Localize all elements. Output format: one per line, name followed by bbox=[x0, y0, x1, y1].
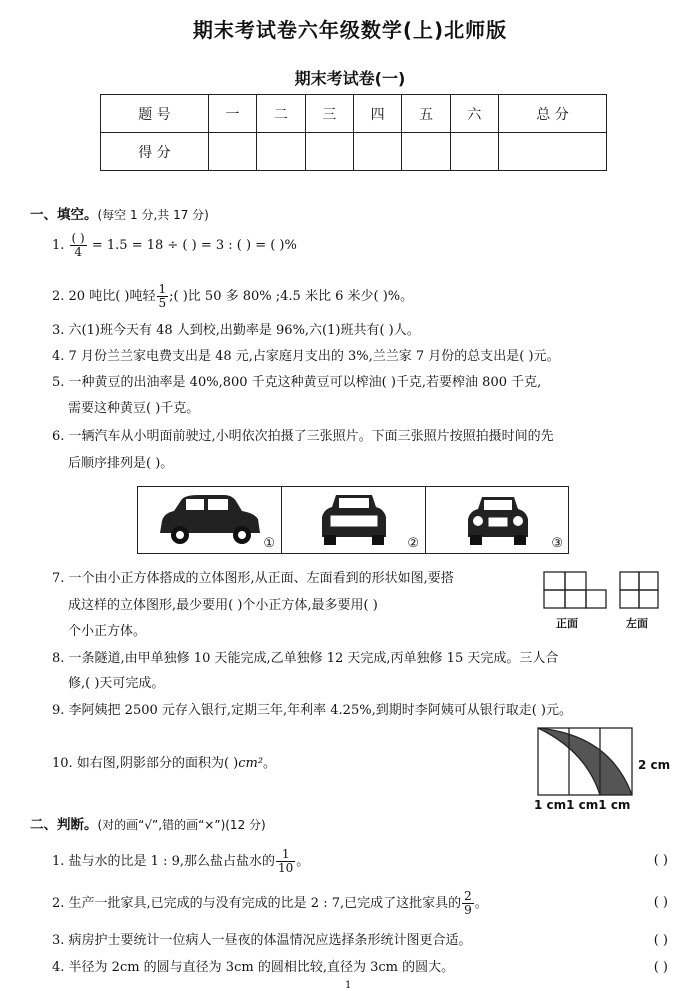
car-photo-rear bbox=[282, 487, 426, 553]
car-rear-icon bbox=[282, 487, 425, 553]
question-text: 1. 盐与水的比是 1 : 9,那么盐占盐水的 bbox=[52, 854, 275, 869]
fraction bbox=[276, 848, 295, 875]
score-header-cell: 六 bbox=[450, 95, 498, 133]
answer-paren-3[interactable]: ( ) bbox=[653, 933, 668, 948]
question-1-7-line3: 个小正方体。 bbox=[68, 624, 147, 639]
photo-label: ③ bbox=[551, 536, 563, 551]
question-1-8-line2: 修,( )天可完成。 bbox=[68, 676, 165, 691]
score-header-cell: 三 bbox=[305, 95, 353, 133]
question-1-7-line1: 7. 一个由小正方体搭成的立体图形,从正面、左面看到的形状如图,要搭 bbox=[52, 571, 454, 586]
score-table-score-row bbox=[101, 133, 607, 171]
question-1-6-line1: 6. 一辆汽车从小明面前驶过,小明依次拍摄了三张照片。下面三张照片按照拍摄时间的先 bbox=[52, 429, 554, 444]
front-view-label: 正面 bbox=[556, 617, 578, 630]
score-input-cell[interactable] bbox=[450, 133, 498, 171]
judgment-4: 4. 半径为 2cm 的圆与直径为 3cm 的圆相比较,直径为 3cm 的圆大。 bbox=[52, 960, 455, 975]
fraction-denominator: 4 bbox=[74, 245, 82, 259]
photo-label: ① bbox=[263, 536, 275, 551]
fraction bbox=[462, 890, 474, 917]
fraction-numerator: 2 bbox=[464, 889, 472, 903]
punctuation: 。 bbox=[474, 896, 488, 911]
score-input-cell[interactable] bbox=[353, 133, 401, 171]
fraction bbox=[70, 232, 87, 259]
answer-paren-1[interactable]: ( ) bbox=[653, 853, 668, 868]
question-text: 2. 20 吨比( )吨轻 bbox=[52, 289, 156, 304]
page-title: 期末考试卷六年级数学(上)北师版 bbox=[192, 18, 508, 42]
question-1-10 bbox=[52, 755, 276, 773]
question-text: = 1.5 = 18 ÷ ( ) = 3 : ( ) = ( )% bbox=[91, 238, 297, 253]
score-input-cell[interactable] bbox=[208, 133, 256, 171]
fraction-numerator: 1 bbox=[276, 848, 295, 862]
question-text: 10. 如右图,阴影部分的面积为( ) bbox=[52, 756, 239, 771]
shaded-area-figure bbox=[536, 725, 636, 797]
car-photo-side bbox=[138, 487, 282, 553]
score-header-cell: 四 bbox=[353, 95, 401, 133]
fraction-denominator: 10 bbox=[278, 861, 294, 875]
fraction-denominator: 5 bbox=[158, 296, 167, 310]
score-header-cell: 二 bbox=[257, 95, 305, 133]
question-text: 2. 生产一批家具,已完成的与没有完成的比是 2 : 7,已完成了这批家具的 bbox=[52, 896, 462, 911]
fraction-denominator: 9 bbox=[464, 903, 472, 917]
section-2-title: 二、判断。 bbox=[30, 817, 98, 833]
score-table-header-row bbox=[101, 95, 607, 133]
score-header-cell: 五 bbox=[402, 95, 450, 133]
judgment-1 bbox=[52, 848, 309, 875]
score-header-cell: 总 分 bbox=[499, 95, 607, 133]
question-1-5-line2: 需要这种黄豆( )千克。 bbox=[68, 401, 200, 416]
fraction-numerator[interactable]: ( ) bbox=[71, 231, 85, 245]
question-1-4: 4. 7 月份兰兰家电费支出是 48 元,占家庭月支出的 3%,兰兰家 7 月份的总支出是( )元。 bbox=[52, 349, 560, 364]
question-number: 1. bbox=[52, 238, 65, 253]
question-1-8-line1: 8. 一条隧道,由甲单独修 10 天能完成,乙单独修 12 天完成,丙单独修 15 天完成。三人合 bbox=[52, 651, 559, 666]
score-table bbox=[100, 94, 607, 171]
question-1-3: 3. 六(1)班今天有 48 人到校,出勤率是 96%,六(1)班共有( )人。 bbox=[52, 323, 420, 338]
section-1-note: (每空 1 分,共 17 分) bbox=[97, 208, 209, 222]
punctuation: 。 bbox=[263, 756, 277, 771]
car-photos-figure bbox=[137, 486, 569, 554]
section-2-note: (对的画“√”,错的画“×”)(12 分) bbox=[97, 818, 266, 832]
section-1-title: 一、填空。 bbox=[30, 207, 98, 223]
exam-subtitle: 期末考试卷(一) bbox=[294, 69, 406, 88]
question-1-1 bbox=[52, 232, 297, 259]
height-dimension-label: 2 cm bbox=[638, 758, 671, 772]
photo-label: ② bbox=[407, 536, 419, 551]
car-photo-front bbox=[426, 487, 569, 553]
question-1-5-line1: 5. 一种黄豆的出油率是 40%,800 千克这种黄豆可以榨油( )千克,若要榨油 800 千克, bbox=[52, 375, 542, 390]
section-1-heading bbox=[30, 203, 209, 223]
score-input-cell[interactable] bbox=[305, 133, 353, 171]
car-side-icon bbox=[138, 487, 281, 553]
judgment-2 bbox=[52, 890, 488, 917]
score-header-cell: 题 号 bbox=[101, 95, 209, 133]
punctuation: 。 bbox=[296, 854, 310, 869]
left-view-label: 左面 bbox=[626, 617, 648, 630]
score-input-cell[interactable] bbox=[402, 133, 450, 171]
question-1-6-line2: 后顺序排列是( )。 bbox=[68, 456, 174, 471]
car-front-icon bbox=[426, 487, 569, 553]
question-1-7-line2: 成这样的立体图形,最少要用( )个小正方体,最多要用( ) bbox=[68, 598, 378, 613]
answer-paren-2[interactable]: ( ) bbox=[653, 895, 668, 910]
question-1-2 bbox=[52, 283, 413, 310]
score-header-cell: 一 bbox=[208, 95, 256, 133]
page-number: 1 bbox=[345, 980, 352, 991]
section-2-heading bbox=[30, 813, 266, 833]
score-input-cell[interactable] bbox=[257, 133, 305, 171]
score-row-label: 得 分 bbox=[101, 133, 209, 171]
fraction bbox=[157, 283, 169, 310]
unit: cm² bbox=[238, 756, 264, 771]
score-input-cell[interactable] bbox=[499, 133, 607, 171]
width-dimension-label: 1 cm1 cm1 cm bbox=[534, 798, 631, 812]
question-text: ;( )比 50 多 80% ;4.5 米比 6 米少( )%。 bbox=[169, 289, 414, 304]
question-1-9: 9. 李阿姨把 2500 元存入银行,定期三年,年利率 4.25%,到期时李阿姨可从银行取走( )元。 bbox=[52, 703, 572, 718]
judgment-3: 3. 病房护士要统计一位病人一昼夜的体温情况应选择条形统计图更合适。 bbox=[52, 933, 472, 948]
cube-views-figure bbox=[540, 570, 666, 610]
fraction-numerator: 1 bbox=[158, 282, 167, 296]
answer-paren-4[interactable]: ( ) bbox=[653, 960, 668, 975]
